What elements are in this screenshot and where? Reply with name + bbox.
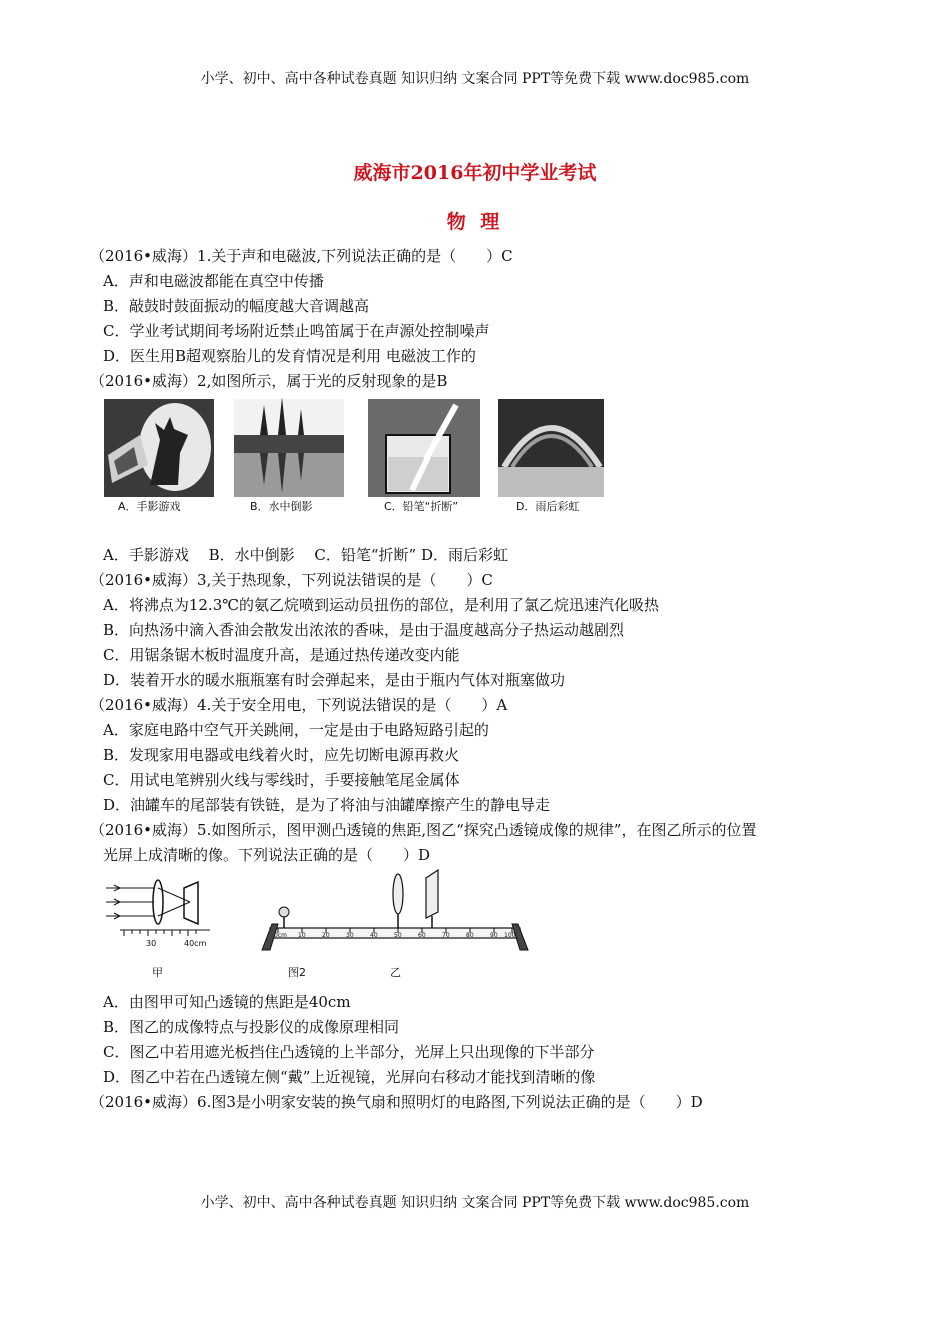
q5-option-c: C．图乙中若用遮光板挡住凸透镜的上半部分，光屏上只出现像的下半部分 — [103, 1043, 595, 1061]
q5-option-b: B．图乙的成像特点与投影仪的成像原理相同 — [103, 1018, 400, 1036]
page-footer: 小学、初中、高中各种试卷真题 知识归纳 文案合同 PPT等免费下载 www.doc985.com — [200, 1195, 750, 1211]
q5-figure-jia — [106, 880, 210, 930]
q3-option-b: B．向热汤中滴入香油会散发出浓浓的香味，是由于温度越高分子热运动越剧烈 — [103, 621, 625, 639]
q5-yi-tick-10: 10 — [298, 932, 306, 939]
q1-option-d: D．医生用B超观察胎儿的发育情况是利用 电磁波工作的 — [103, 347, 476, 365]
q2-image-hand-shadow — [104, 399, 214, 497]
q2-figure — [100, 395, 620, 517]
q5-yi-tick-80: 80 — [466, 932, 474, 939]
q5-option-a: A．由图甲可知凸透镜的焦距是40cm — [103, 993, 351, 1011]
q3-option-a: A．将沸点为12.3℃的氨乙烷喷到运动员扭伤的部位，是利用了氯乙烷迅速汽化吸热 — [103, 596, 660, 614]
q4-option-c: C．用试电笔辨别火线与零线时，手要接触笔尾金属体 — [103, 771, 460, 789]
q5-yi-tick-30: 30 — [346, 932, 354, 939]
q1-option-a: A．声和电磁波都能在真空中传播 — [103, 272, 324, 290]
q6-stem: （2016•威海）6.图3是小明家安装的换气扇和照明灯的电路图,下列说法正确的是（ ）D — [90, 1093, 703, 1111]
exam-subject: 物 理 — [446, 211, 504, 233]
q4-option-d: D．油罐车的尾部装有铁链，是为了将油与油罐摩擦产生的静电导走 — [103, 796, 551, 814]
q2-caption-d: D．雨后彩虹 — [516, 500, 580, 513]
q1-option-c: C．学业考试期间考场附近禁止鸣笛属于在声源处控制噪声 — [103, 322, 490, 340]
page-header: 小学、初中、高中各种试卷真题 知识归纳 文案合同 PPT等免费下载 www.doc985.com — [200, 71, 750, 87]
q1-stem: （2016•威海）1.关于声和电磁波,下列说法正确的是（ ）C — [90, 247, 513, 265]
q5-label-yi: 乙 — [390, 966, 401, 979]
q2-caption-a: A．手影游戏 — [118, 500, 181, 513]
q1-option-b: B．敲鼓时鼓面振动的幅度越大音调越高 — [103, 297, 370, 315]
q4-stem: （2016•威海）4.关于安全用电，下列说法错误的是（ ）A — [90, 696, 508, 714]
q2-caption-c: C．铅笔“折断” — [384, 500, 459, 513]
q5-label-fig2: 图2 — [288, 966, 306, 979]
q2-image-reflection — [234, 397, 344, 497]
q2-stem: （2016•威海）2,如图所示，属于光的反射现象的是B — [90, 372, 448, 390]
q5-yi-tick-90: 90 — [490, 932, 498, 939]
q5-jia-tick-40: 40cm — [184, 939, 207, 948]
q5-jia-scale-ticks — [124, 930, 196, 936]
q3-option-c: C．用锯条锯木板时温度升高，是通过热传递改变内能 — [103, 646, 460, 664]
q5-stem-line1: （2016•威海）5.如图所示，图甲测凸透镜的焦距,图乙“探究凸透镜成像的规律”，在图乙所示的位置 — [90, 821, 757, 839]
q2-image-pencil-refraction — [368, 399, 480, 497]
q4-option-b: B．发现家用电器或电线着火时，应先切断电源再救火 — [103, 746, 460, 764]
q2-image-rainbow — [498, 399, 604, 497]
q5-figure — [100, 866, 540, 984]
q5-yi-tick-60: 60 — [418, 932, 426, 939]
q5-label-jia: 甲 — [152, 966, 163, 979]
q5-yi-tick-70: 70 — [442, 932, 450, 939]
q5-yi-tick-40: 40 — [370, 932, 378, 939]
q5-option-d: D．图乙中若在凸透镜左侧“戴”上近视镜，光屏向右移动才能找到清晰的像 — [103, 1068, 596, 1086]
q4-option-a: A．家庭电路中空气开关跳闸，一定是由于电路短路引起的 — [103, 721, 489, 739]
q5-yi-tick-100: 100 — [504, 932, 516, 939]
q3-option-d: D．装着开水的暖水瓶瓶塞有时会弹起来，是由于瓶内气体对瓶塞做功 — [103, 671, 566, 689]
q3-stem: （2016•威海）3,关于热现象，下列说法错误的是（ ）C — [90, 571, 493, 589]
q2-caption-b: B．水中倒影 — [250, 500, 313, 513]
exam-title: 威海市2016年初中学业考试 — [353, 162, 597, 184]
q5-yi-tick-20: 20 — [322, 932, 330, 939]
q5-jia-tick-30: 30 — [146, 939, 157, 948]
q2-options: A．手影游戏 B．水中倒影 C．铅笔“折断” D．雨后彩虹 — [103, 546, 509, 564]
q5-yi-tick-0: 0cm — [274, 932, 287, 939]
q5-yi-tick-50: 50 — [394, 932, 402, 939]
q5-stem-line2: 光屏上成清晰的像。下列说法正确的是（ ）D — [103, 846, 431, 864]
